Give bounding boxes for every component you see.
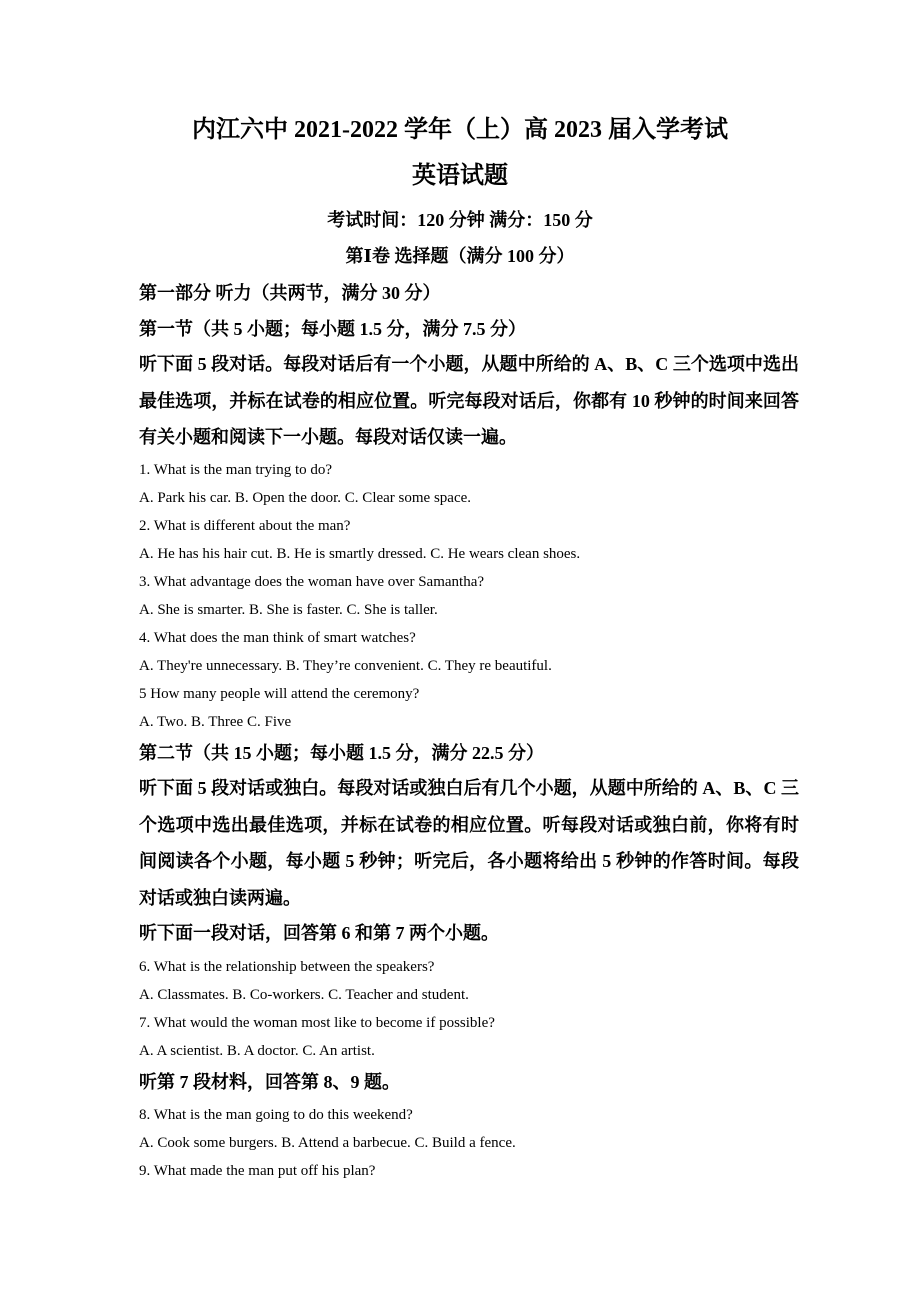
question-3-options: A. She is smarter. B. She is faster. C. She is taller. <box>139 602 438 618</box>
question-2-options: A. He has his hair cut. B. He is smartly dressed. C. He wears clean shoes. <box>139 546 581 562</box>
question-4: 4. What does the man think of smart watches? <box>139 630 416 646</box>
section2-instructions: 听下面 5 段对话或独白。每段对话或独白后有几个小题，从题中所给的 A、B、C 三个选项中选出最佳选项，并标在试卷的相应位置。听每段对话或独白前，你将有时间阅读各个小题，每小题 5 秒钟；听完后，各小题将给出 5 秒钟的作答时间。每段对话或独白读两遍。 <box>139 778 799 908</box>
exam-title: 内江六中 2021-2022 学年（上）高 2023 届入学考试 <box>192 117 728 143</box>
question-6-options: A. Classmates. B. Co-workers. C. Teacher and student. <box>139 987 469 1003</box>
question-5: 5 How many people will attend the ceremony? <box>139 686 420 702</box>
part1-heading: 第一部分 听力（共两节，满分 30 分） <box>139 283 441 303</box>
section1-instructions: 听下面 5 段对话。每段对话后有一个小题，从题中所给的 A、B、C 三个选项中选出最佳选项，并标在试卷的相应位置。听完每段对话后，你都有 10 秒钟的时间来回答有关小题和阅读下一小题。每段对话仅读一遍。 <box>139 354 799 447</box>
exam-info: 考试时间：120 分钟 满分：150 分 <box>327 210 593 230</box>
exam-subtitle: 英语试题 <box>412 163 508 189</box>
volume-heading: 第Ⅰ卷 选择题（满分 100 分） <box>345 246 575 266</box>
question-3: 3. What advantage does the woman have over Samantha? <box>139 574 485 590</box>
question-7: 7. What would the woman most like to become if possible? <box>139 1015 495 1031</box>
group6-heading: 听下面一段对话，回答第 6 和第 7 两个小题。 <box>139 923 499 943</box>
question-4-options: A. They're unnecessary. B. They’re convenient. C. They re beautiful. <box>139 658 552 674</box>
question-5-options: A. Two. B. Three C. Five <box>139 714 292 730</box>
question-1-options: A. Park his car. B. Open the door. C. Clear some space. <box>139 490 472 506</box>
question-7-options: A. A scientist. B. A doctor. C. An artist. <box>139 1043 375 1059</box>
section2-heading: 第二节（共 15 小题；每小题 1.5 分，满分 22.5 分） <box>139 743 544 763</box>
question-8-options: A. Cook some burgers. B. Attend a barbecue. C. Build a fence. <box>139 1135 516 1151</box>
question-6: 6. What is the relationship between the speakers? <box>139 959 435 975</box>
question-2: 2. What is different about the man? <box>139 518 351 534</box>
question-8: 8. What is the man going to do this weekend? <box>139 1107 413 1123</box>
group7-heading: 听第 7 段材料，回答第 8、9 题。 <box>139 1072 400 1092</box>
question-9: 9. What made the man put off his plan? <box>139 1163 376 1179</box>
question-1: 1. What is the man trying to do? <box>139 462 333 478</box>
section1-heading: 第一节（共 5 小题；每小题 1.5 分，满分 7.5 分） <box>139 319 526 339</box>
